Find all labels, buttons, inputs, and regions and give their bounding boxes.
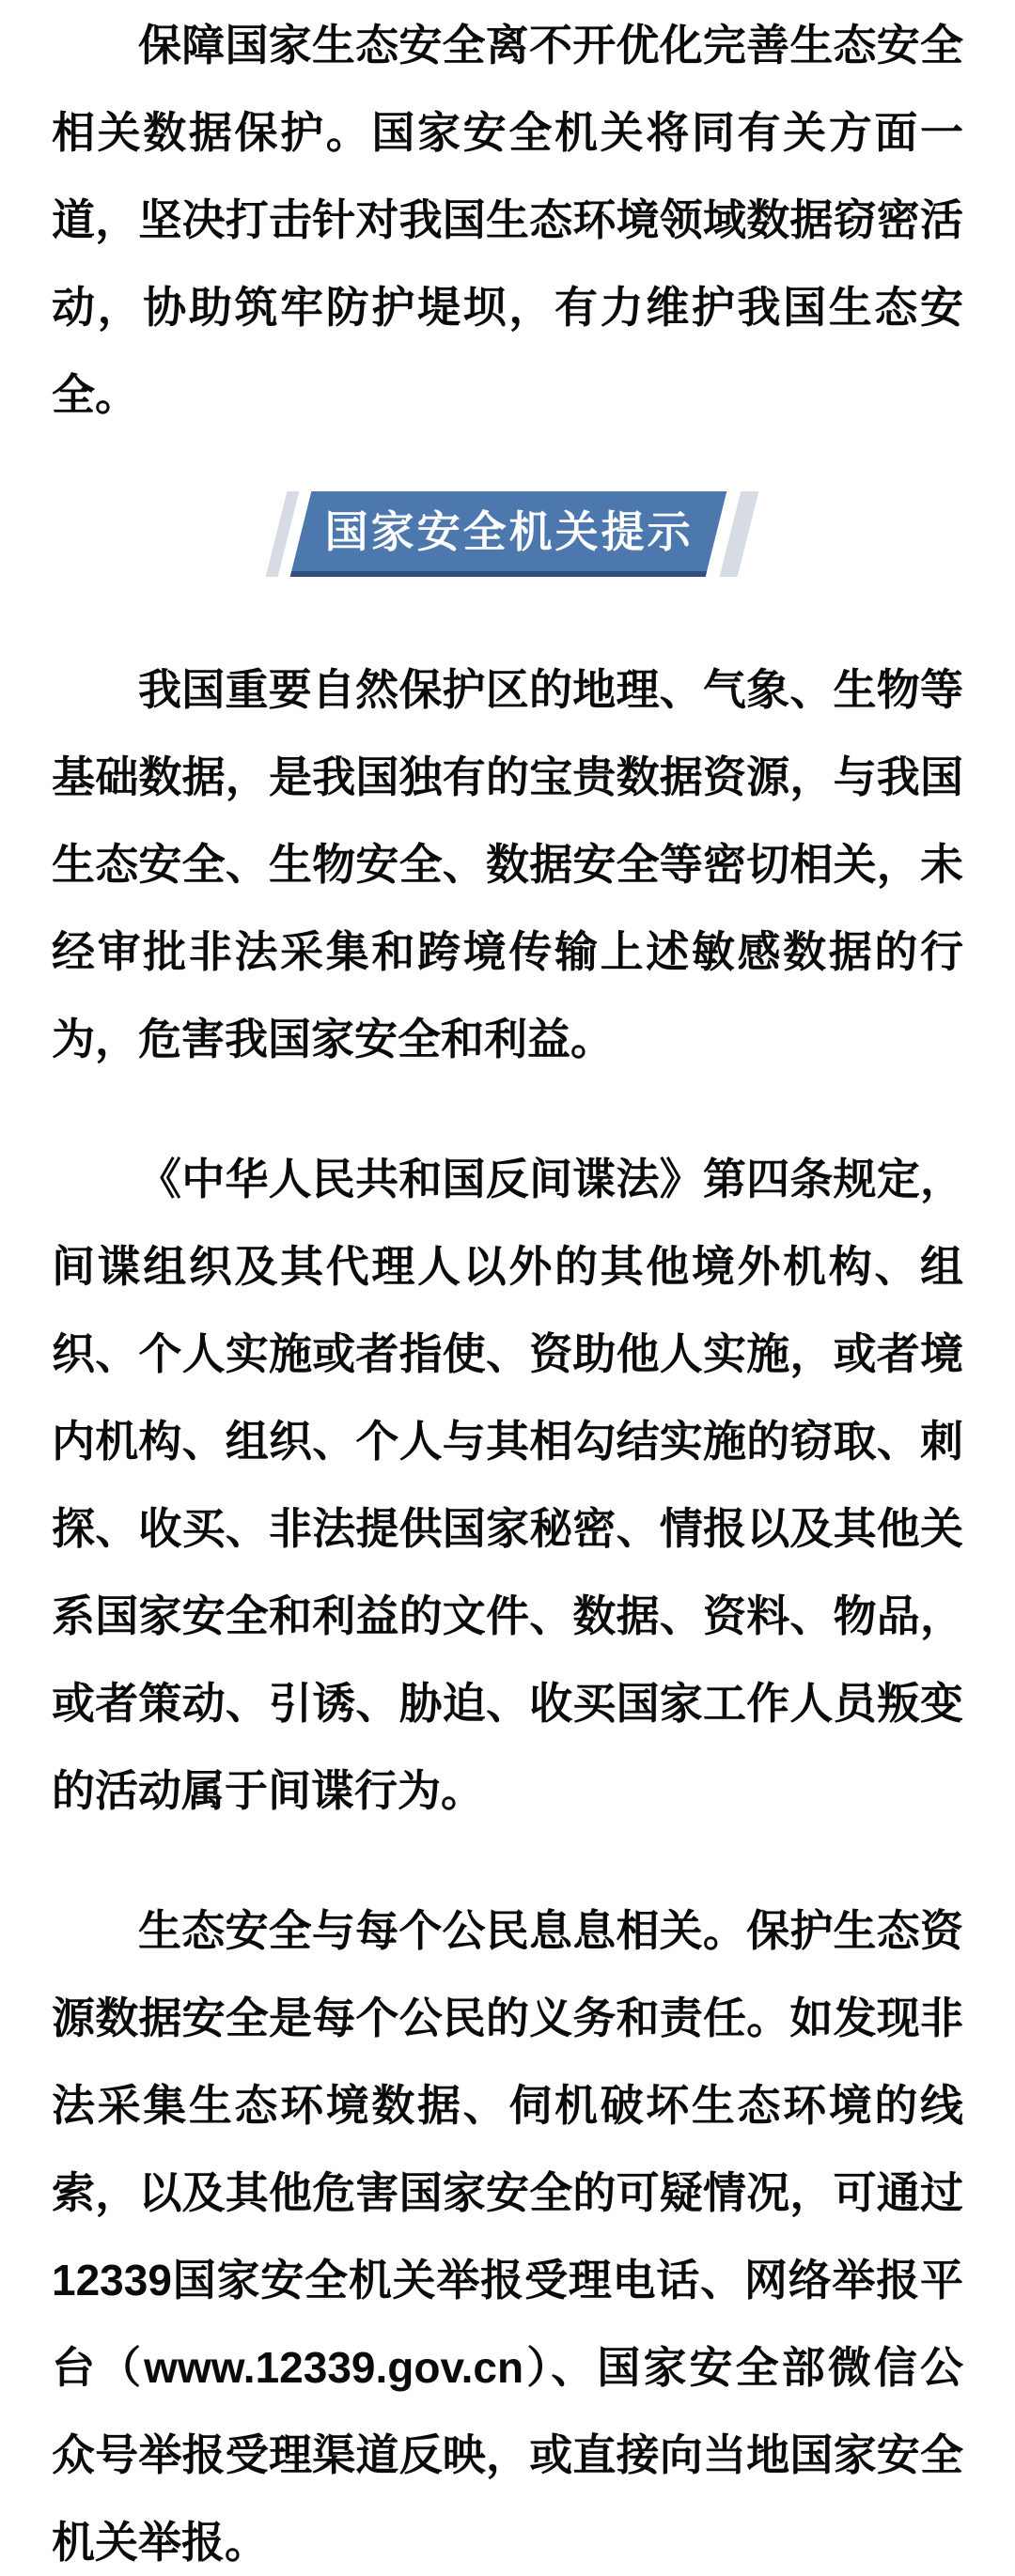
section-heading-banner bbox=[56, 491, 968, 577]
paragraph-intro: 保障国家生态安全离不开优化完善生态安全相关数据保护。国家安全机关将同有关方面一道，坚决打击针对我国生态环境领域数据窃密活动，协助筑牢防护堤坝，有力维护我国生态安全。 bbox=[52, 21, 963, 419]
banner-right-stripe bbox=[720, 491, 759, 577]
paragraph-nature-reserve-data: 我国重要自然保护区的地理、气象、生物等基础数据，是我国独有的宝贵数据资源，与我国生态安全、生物安全、数据安全等密切相关，未经审批非法采集和跨境传输上述敏感数据的行为，危害我国家安全和利益。 bbox=[52, 665, 963, 1063]
paragraph-espionage-law: 《中华人民共和国反间谍法》第四条规定，间谍组织及其代理人以外的其他境外机构、组织、个人实施或者指使、资助他人实施，或者境内机构、组织、个人与其相勾结实施的窃取、刺探、收买、非法提供国家秘密、情报以及其他关系国家安全和利益的文件、数据、资料、物品，或者策动、引诱、胁迫、收买国家工作人员叛变的活动属于间谍行为。 bbox=[52, 1155, 963, 1815]
banner-plate bbox=[290, 491, 727, 577]
banner-title: 国家安全机关提示 bbox=[324, 506, 694, 556]
paragraph-citizen-duty-report: 生态安全与每个公民息息相关。保护生态资源数据安全是每个公民的义务和责任。如发现非法采集生态环境数据、伺机破坏生态环境的线索，以及其他危害国家安全的可疑情况，可通过12339国家安全机关举报受理电话、网络举报平台（www.12339.gov.cn）、国家安全部微信公众号举报受理渠道反映，或直接向当地国家安全机关举报。 bbox=[52, 1906, 963, 2567]
